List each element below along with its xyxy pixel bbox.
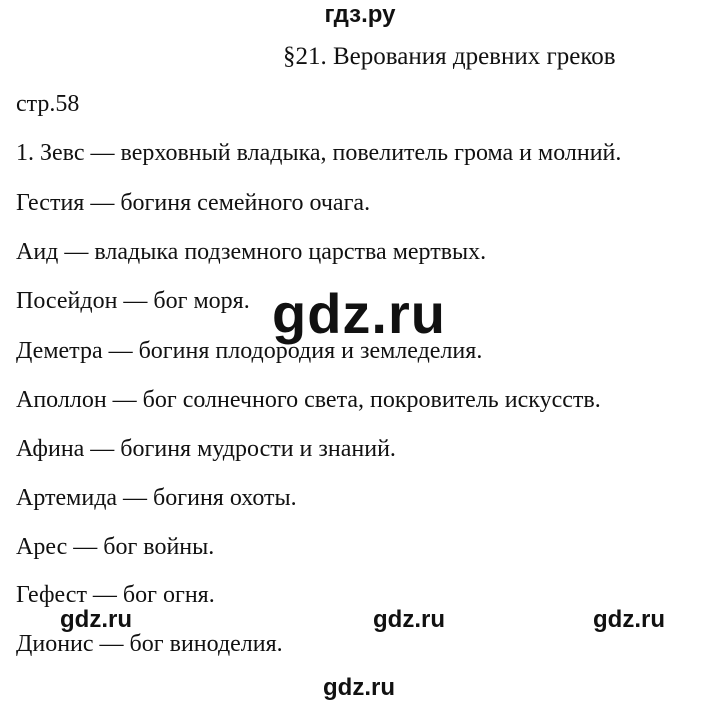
answer-line-hades: Аид — владыка подземного царства мертвых. <box>16 239 487 265</box>
answer-line-demeter: Деметра — богиня плодородия и земледелия. <box>16 338 483 364</box>
section-title: §21. Верования древних греков <box>283 43 616 70</box>
watermark-large: gdz.ru <box>272 282 446 345</box>
watermark-left: gdz.ru <box>60 606 132 633</box>
answer-line-poseidon: Посейдон — бог моря. <box>16 288 250 314</box>
site-header: гдз.ру <box>324 1 396 28</box>
answer-line-artemis: Артемида — богиня охоты. <box>16 485 297 511</box>
answer-line-dionysus: Дионис — бог виноделия. <box>16 631 283 657</box>
answer-line-athena: Афина — богиня мудрости и знаний. <box>16 436 396 462</box>
answer-line-zeus: 1. Зевс — верховный владыка, повелитель грома и молний. <box>16 140 622 166</box>
answer-line-hephaestus: Гефест — бог огня. <box>16 582 215 608</box>
watermark-center: gdz.ru <box>373 606 445 633</box>
watermark-right: gdz.ru <box>593 606 665 633</box>
answer-line-hestia: Гестия — богиня семейного очага. <box>16 190 371 216</box>
page-reference: стр.58 <box>16 91 80 117</box>
answer-line-ares: Арес — бог войны. <box>16 534 215 560</box>
watermark-bottom: gdz.ru <box>323 674 395 701</box>
answer-line-apollo: Аполлон — бог солнечного света, покровитель искусств. <box>16 387 601 413</box>
